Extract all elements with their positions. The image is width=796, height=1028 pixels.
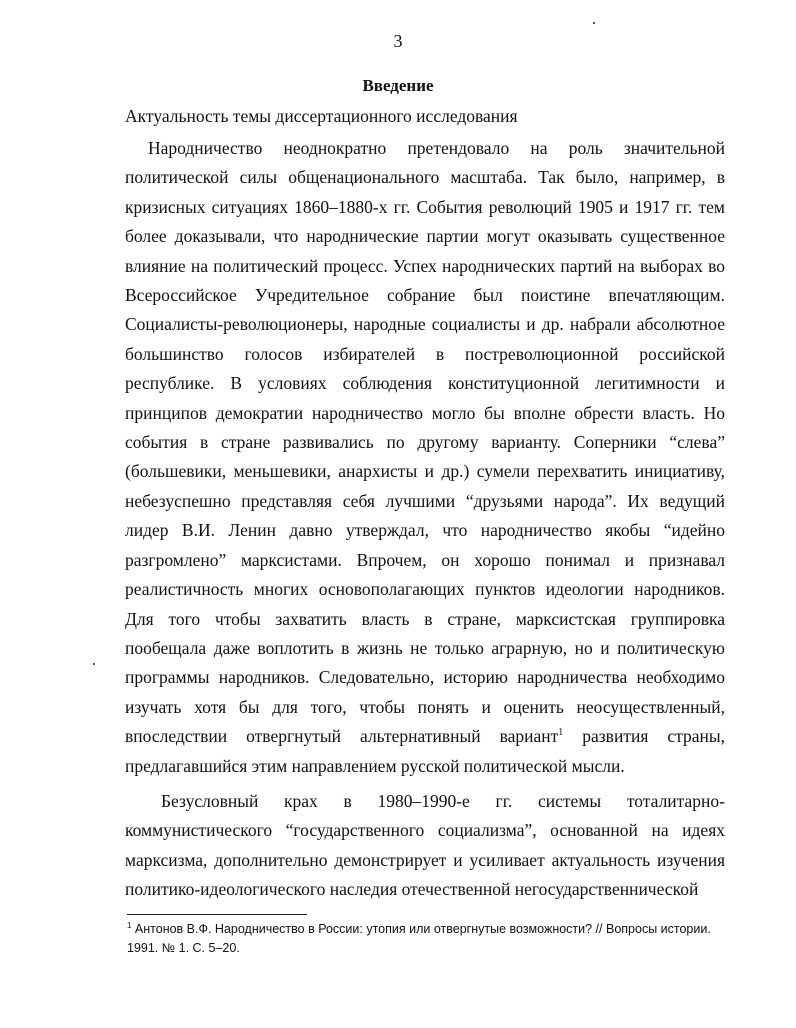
footnote-reference: 1 <box>558 727 564 739</box>
paragraph-2: Безусловный крах в 1980–1990-е гг. системы тоталитарно-коммунистического “государственного социализма”, основанной на идеях марксизма, дополнительно демонстрирует и усиливает актуальность изучения политико-идеологического наследия отечественной негосударственнической <box>125 790 725 900</box>
footnote-text: Антонов В.Ф. Народничество в России: утопия или отвергнутые возможности? // Вопросы истории. 1991. № 1. С. 5–20. <box>127 922 711 955</box>
paragraph-1-text: Народничество неоднократно претендовало на роль значительной политической силы общенационального масштаба. Так было, например, в кризисных ситуациях 1860–1880-х гг. События революций 1905 и 1917 гг. тем более доказывали, что народнические партии могут оказывать существенное влияние на политический процесс. Успех народнических партий на выборах во Всероссийское Учредительное собрание был поистине впечатляющим. Социалисты-революционеры, народные социалисты и др. набрали абсолютное большинство голосов избирателей в постреволюционной российской республике. В условиях соблюдения конституционной легитимности и принципов демократии народничество могло бы вполне обрести власть. Но события в стране развивались по другому варианту. Соперники “слева” (большевики, меньшевики, анархисты и др.) сумели перехватить инициативу, небезуспешно представляя себя лучшими “друзьями народа”. Их ведущий лидер В.И. Ленин давно утверждал, что народничество якобы “идейно разгромлено” марксистами. Впрочем, он хорошо понимал и признавал реалистичность многих основополагающих пунктов идеологии народников. Для того чтобы захватить власть в стране, марксистская группировка пообещала даже воплотить в жизнь не только аграрную, но и политическую программы народников. Следовательно, историю народничества необходимо изучать хотя бы для того, чтобы понять и оценить неосуществленный, впоследствии отвергнутый альтернативный вариант <box>125 138 725 747</box>
section-subheading: Актуальность темы диссертационного исследования <box>125 106 518 126</box>
body-text <box>125 134 725 905</box>
scan-speck <box>593 22 595 24</box>
paragraph-1-text-end: развития страны, предлагавшийся этим направлением русской политической мысли. <box>125 726 725 776</box>
paragraph-1 <box>125 134 725 781</box>
footnote-marker: 1 <box>127 921 132 930</box>
footnote <box>127 920 727 958</box>
footnote-divider <box>127 914 307 915</box>
page-number: 3 <box>393 31 403 51</box>
scan-speck <box>93 663 95 665</box>
section-heading: Введение <box>362 76 434 95</box>
